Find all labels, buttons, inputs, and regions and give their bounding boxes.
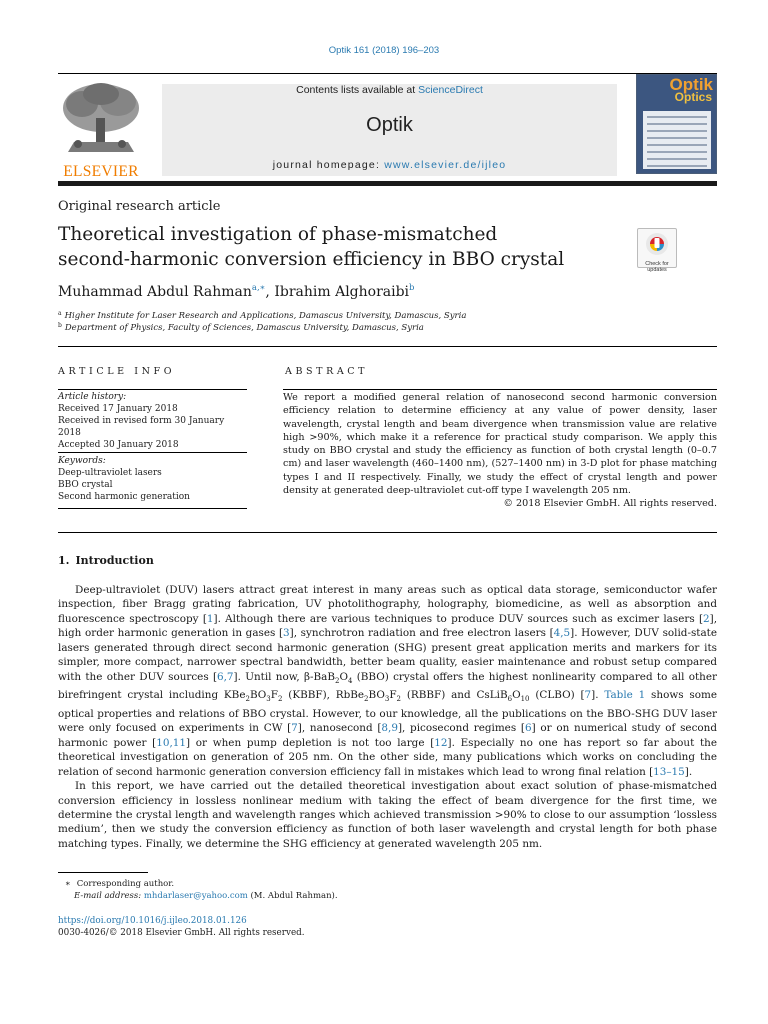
- subscript: 2: [396, 695, 402, 704]
- email-label: E-mail address:: [74, 891, 142, 901]
- text-run: ], nanosecond [: [297, 722, 382, 735]
- article-type: Original research article: [58, 199, 221, 214]
- text-run: ], picosecond regimes [: [397, 722, 525, 735]
- footnote-rule: [58, 872, 148, 873]
- subscript: 3: [266, 695, 271, 704]
- keywords-rule: [58, 508, 247, 509]
- section-heading-introduction: [58, 554, 154, 567]
- text-run: (CLBO) [: [529, 689, 585, 702]
- text-run: Deep-ultraviolet (DUV) lasers attract great interest in many areas such as optical data storage, semiconductor wafer inspection, fiber Bragg grating fabrication, UV photolithography, holography, biomedicine, as well as absorption and fluorescence spectroscopy [: [58, 584, 717, 625]
- keywords: [58, 455, 248, 503]
- section-divider: [58, 346, 717, 347]
- corresponding-label: Corresponding author.: [76, 879, 175, 889]
- subscript: 10: [520, 695, 530, 704]
- citation-link[interactable]: 7: [584, 689, 592, 702]
- top-rule: [58, 73, 717, 74]
- text-run: ], synchrotron radiation and free electron lasers [: [289, 627, 554, 640]
- subscript: 2: [277, 695, 283, 704]
- journal-citation[interactable]: Optik 161 (2018) 196–203: [328, 45, 440, 56]
- article-info-heading: ARTICLE INFO: [58, 366, 176, 377]
- text-run: ]. Especially no one has report so far about the theoretical investigation on generation of 205 nm. On the other side, many publications which works on concluding the relation of second harmonic generation conversion efficiency fall in mistakes which lead to wrong final relation [: [58, 736, 718, 778]
- text-run: ], high order harmonic generation in gases [: [58, 612, 717, 640]
- subscript: 2: [245, 695, 250, 704]
- author-affil-marks[interactable]: a,∗: [251, 283, 266, 293]
- introduction-body: [58, 583, 717, 851]
- table-link[interactable]: Table 1: [604, 689, 646, 702]
- affiliation-a: [58, 310, 466, 321]
- paragraph-2: In this report, we have carried out the detailed theoretical investigation about exact solution of phase-mismatched conversion efficiency in lossless nonlinear medium with taking the effect of beam divergence for the first time, we determine the crystal length and wavelength ranges which achieved transmission >90% to close to our assumption ‘lossless medium’, then we study the conversion efficiency as function of both laser wavelength and crystal length for both phase matching types. Finally, we determine the SHG efficiency at generated wavelength 205 nm.: [58, 780, 717, 850]
- text-run: ].: [591, 689, 605, 702]
- article-history: [58, 391, 248, 451]
- cover-subtitle: Optics: [674, 90, 712, 104]
- text-run: ] or when pump depletion is not too large [: [185, 736, 435, 749]
- citation-link[interactable]: 8,9: [381, 722, 398, 735]
- section-number: 1.: [58, 554, 70, 567]
- history-item: Received in revised form 30 January 2018: [58, 416, 225, 438]
- abstract-text: We report a modified general relation of nanosecond second harmonic conversion efficiency relation to determine efficiency at any value of power density, laser wavelength, crystal length and beam divergence when transmission value are relative high >90%, which make it a reference for practical study comparison. We apply this study on BBO crystal and study the efficiency as function of both crystal length (0–0.7 cm) and laser wavelength (460–1400 nm), (527–1400 nm) in 3-D plot for phase matching types I and II respectively. Finally, we study the effect of crystal length and power density at generated deep-ultraviolet cut-off type I wavelength 205 nm.: [283, 392, 717, 497]
- text-run: ] or on numerical study of second harmonic power [: [58, 722, 717, 749]
- citation-link[interactable]: 1: [206, 612, 214, 625]
- abstract-heading: ABSTRACT: [285, 366, 369, 377]
- text-run: ].: [684, 765, 693, 778]
- author-separator: ,: [265, 284, 275, 300]
- subscript: 3: [384, 695, 390, 704]
- title-line-2: second-harmonic conversion efficiency in BBO crystal: [58, 248, 565, 270]
- crossmark-icon: [645, 232, 669, 256]
- text-run: O: [512, 689, 521, 702]
- affiliation-b: [58, 322, 424, 333]
- subscript: 2: [364, 695, 369, 704]
- author-name: Ibrahim Alghoraibi: [274, 284, 410, 300]
- history-item: Received 17 January 2018: [58, 404, 178, 414]
- text-run: F: [270, 689, 278, 702]
- keyword: Deep-ultraviolet lasers: [58, 468, 162, 478]
- article-title: [58, 223, 618, 272]
- journal-name: Optik: [366, 114, 413, 136]
- elsevier-logo[interactable]: [58, 80, 144, 180]
- journal-banner: [162, 84, 617, 176]
- affil-text: Department of Physics, Faculty of Sciences, Damascus University, Damascus, Syria: [64, 323, 424, 333]
- info-rule: [58, 389, 247, 390]
- cover-title: Optik: [669, 75, 713, 94]
- keyword: Second harmonic generation: [58, 492, 190, 502]
- keywords-label: Keywords:: [58, 456, 106, 466]
- paragraph-1: [58, 583, 717, 779]
- contents-line: [162, 84, 617, 96]
- citation-link[interactable]: 12: [434, 736, 448, 749]
- history-label: Article history:: [58, 392, 127, 402]
- subscript: 6: [507, 695, 513, 704]
- citation-link[interactable]: 6,7: [217, 670, 234, 683]
- crossmark-label: Check for updates: [645, 261, 669, 273]
- footnote-star: ∗: [65, 879, 71, 889]
- affil-mark: a: [58, 310, 62, 317]
- section-title: Introduction: [75, 554, 154, 567]
- author-list: [58, 283, 414, 300]
- affil-text: Higher Institute for Laser Research and Applications, Damascus University, Damascus, Syria: [64, 311, 467, 321]
- author-name: Muhammad Abdul Rahman: [58, 284, 252, 300]
- homepage-link[interactable]: www.elsevier.de/ijleo: [384, 159, 507, 171]
- keyword: BBO crystal: [58, 480, 113, 490]
- history-rule: [58, 452, 247, 453]
- citation-link[interactable]: 10,11: [156, 736, 186, 749]
- homepage-prefix: journal homepage:: [272, 159, 385, 171]
- text-run: BO: [249, 689, 267, 702]
- text-run: (BBO) crystal offers the highest nonlinearity compared to all other birefringent crystal including KBe: [58, 670, 717, 702]
- cover-body: [643, 111, 711, 169]
- subscript: 2: [334, 676, 340, 685]
- subscript: 4: [347, 676, 353, 685]
- elsevier-tree-icon: [58, 80, 144, 158]
- email-note: [74, 891, 338, 901]
- citation-link[interactable]: 4,5: [553, 627, 571, 640]
- check-for-updates-badge[interactable]: [637, 228, 677, 273]
- citation-link[interactable]: 3: [283, 627, 290, 640]
- elsevier-wordmark: ELSEVIER: [63, 163, 139, 180]
- doi-link[interactable]: https://doi.org/10.1016/j.ijleo.2018.01.126: [58, 916, 247, 926]
- affil-mark: b: [58, 322, 62, 329]
- text-run: ]. Although there are various techniques to produce DUV sources such as excimer lasers [: [213, 612, 704, 625]
- homepage-line: [162, 159, 617, 171]
- history-item: Accepted 30 January 2018: [58, 440, 179, 450]
- text-run: (RBBF) and CsLiB: [401, 689, 508, 702]
- text-run: (KBBF), RbBe: [282, 689, 365, 702]
- header-divider: [58, 181, 717, 186]
- corresponding-author-note: [65, 879, 175, 889]
- abstract-copyright: © 2018 Elsevier GmbH. All rights reserved.: [503, 498, 717, 509]
- sciencedirect-link[interactable]: ScienceDirect: [418, 84, 483, 96]
- text-run: shows some optical properties and relations of BBO crystal. However, to our knowledge, all the publications on the BBO-SHG DUV laser were only focused on experiments in CW [: [58, 689, 717, 735]
- text-run: O: [339, 670, 348, 683]
- citation-link[interactable]: 7: [291, 722, 298, 735]
- abstract-rule: [283, 389, 717, 390]
- citation-link[interactable]: 2: [703, 612, 710, 625]
- text-run: ]. Until now, β-BaB: [233, 670, 335, 683]
- title-line-1: Theoretical investigation of phase-mismatched: [58, 224, 498, 245]
- author-affil-marks[interactable]: b: [409, 283, 415, 293]
- contents-prefix: Contents lists available at: [296, 84, 419, 96]
- text-run: F: [389, 689, 397, 702]
- journal-cover[interactable]: [636, 74, 717, 174]
- email-suffix: (M. Abdul Rahman).: [247, 891, 338, 901]
- issn-line: 0030-4026/© 2018 Elsevier GmbH. All rights reserved.: [58, 928, 305, 938]
- email-link[interactable]: mhdarlaser@yahoo.com: [143, 891, 248, 901]
- abstract-divider: [58, 532, 717, 533]
- text-run: BO: [368, 689, 385, 702]
- text-run: ]. However, DUV solid-state lasers generated through direct second harmonic generation (SHG) present great application merits and markers for its simpler, more compact, narrower spectral bandwidth, better beam quality, easier maintenance and robust setup compared with the other DUV sources [: [58, 627, 717, 683]
- citation-link[interactable]: 13–15: [653, 765, 685, 778]
- citation-link[interactable]: 6: [524, 722, 532, 735]
